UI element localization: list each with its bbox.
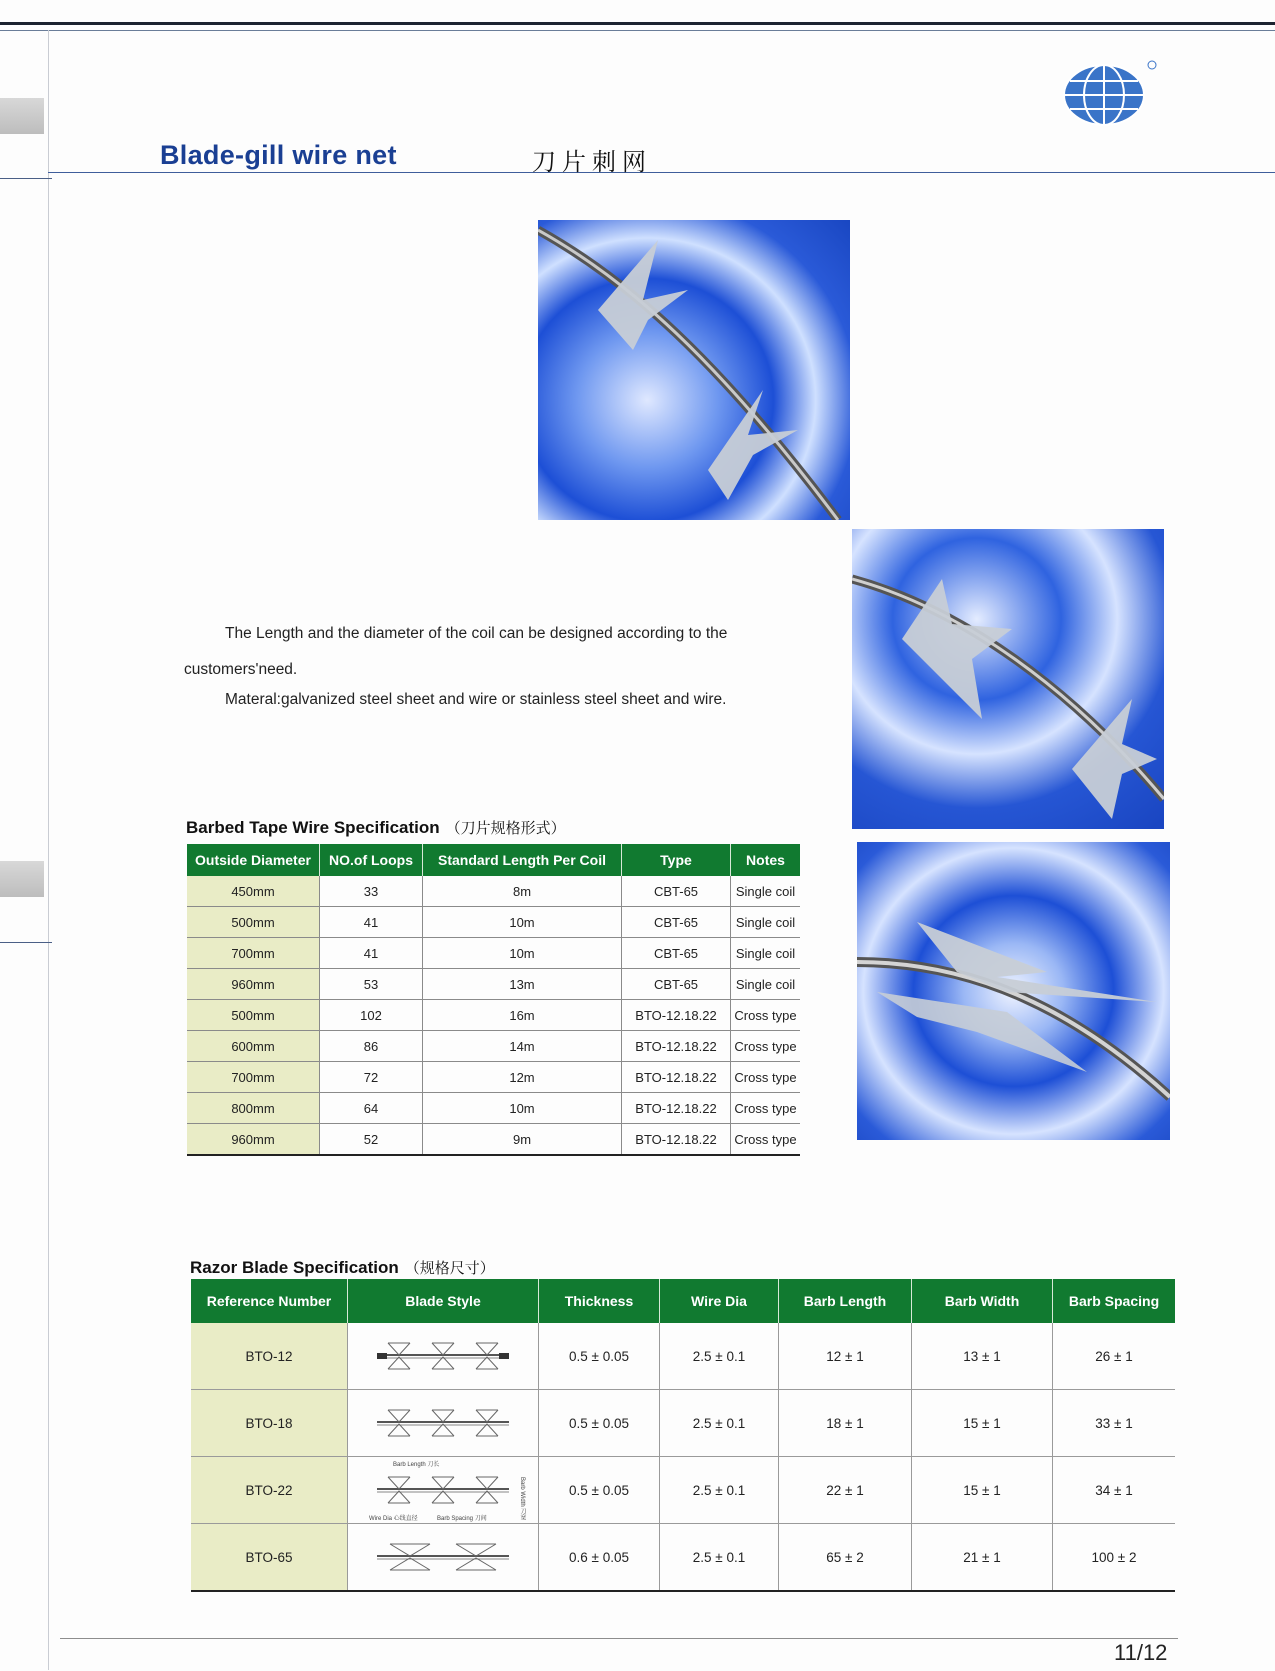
table-cell: BTO-18 bbox=[191, 1390, 348, 1457]
col-standard-length: Standard Length Per Coil bbox=[423, 844, 622, 876]
barbed-spec-table bbox=[187, 844, 800, 1156]
table-cell: 53 bbox=[320, 969, 423, 1000]
table-cell: 960mm bbox=[187, 969, 320, 1000]
globe-logo-icon bbox=[1058, 55, 1158, 135]
col-barb-spacing: Barb Spacing bbox=[1053, 1279, 1176, 1323]
page-tab-lower bbox=[0, 861, 44, 897]
barbed-wire-photo-1 bbox=[538, 220, 850, 520]
table-cell: 64 bbox=[320, 1093, 423, 1124]
table-cell: 800mm bbox=[187, 1093, 320, 1124]
wire-dia-label: Wire Dia 心线直径 bbox=[369, 1515, 418, 1522]
page-tab-upper bbox=[0, 98, 44, 134]
table-cell: 21 ± 1 bbox=[912, 1524, 1053, 1592]
left-margin-rule bbox=[48, 30, 49, 1670]
table-cell: 16m bbox=[423, 1000, 622, 1031]
table-cell: 41 bbox=[320, 907, 423, 938]
page-title: Blade-gill wire net bbox=[160, 140, 397, 170]
intro-line-2: customers'need. bbox=[184, 661, 298, 678]
intro-line-3: Materal:galvanized steel sheet and wire or stainless steel sheet and wire. bbox=[225, 691, 727, 708]
table-row bbox=[187, 938, 800, 969]
table-row bbox=[187, 876, 800, 907]
table-cell: Cross type bbox=[731, 1031, 801, 1062]
razor-spec-title bbox=[190, 1257, 495, 1278]
razor-spec-table bbox=[191, 1279, 1175, 1592]
barb-length-label: Barb Length 刀长 bbox=[393, 1461, 440, 1468]
barbed-wire-photo-3 bbox=[857, 842, 1170, 1140]
col-no-of-loops: NO.of Loops bbox=[320, 844, 423, 876]
barbed-spec-title bbox=[186, 817, 566, 838]
col-thickness: Thickness bbox=[539, 1279, 660, 1323]
barbed-spec-title-en: Barbed Tape Wire Specification bbox=[186, 818, 440, 837]
table-cell: 10m bbox=[423, 938, 622, 969]
table-cell: 0.5 ± 0.05 bbox=[539, 1457, 660, 1524]
table-cell: 72 bbox=[320, 1062, 423, 1093]
razor-spec-title-zh: （规格尺寸） bbox=[404, 1259, 495, 1277]
col-outside-diameter: Outside Diameter bbox=[187, 844, 320, 876]
table-cell: 13 ± 1 bbox=[912, 1323, 1053, 1390]
table-cell: CBT-65 bbox=[622, 938, 731, 969]
table-cell: 41 bbox=[320, 938, 423, 969]
table-cell: 86 bbox=[320, 1031, 423, 1062]
table-cell: 12 ± 1 bbox=[779, 1323, 912, 1390]
top-rule bbox=[0, 22, 1275, 25]
table-cell: 2.5 ± 0.1 bbox=[660, 1323, 779, 1390]
table-cell: 14m bbox=[423, 1031, 622, 1062]
table-cell: 0.5 ± 0.05 bbox=[539, 1323, 660, 1390]
blade-diagram-icon bbox=[373, 1400, 513, 1447]
barbed-spec-header-row bbox=[187, 844, 800, 876]
razor-spec-title-en: Razor Blade Specification bbox=[190, 1258, 399, 1277]
table-cell: BTO-12.18.22 bbox=[622, 1000, 731, 1031]
page-number: 11/12 bbox=[1114, 1640, 1168, 1665]
table-cell: 33 bbox=[320, 876, 423, 907]
barbed-wire-photo-2 bbox=[852, 529, 1164, 829]
table-cell: Cross type bbox=[731, 1093, 801, 1124]
table-cell: 18 ± 1 bbox=[779, 1390, 912, 1457]
top-rule-thin bbox=[0, 30, 1275, 31]
table-cell: BTO-22 bbox=[191, 1457, 348, 1524]
table-cell: 9m bbox=[423, 1124, 622, 1156]
blade-style-diagram bbox=[348, 1524, 539, 1592]
table-cell: CBT-65 bbox=[622, 876, 731, 907]
page-tab-line-lower bbox=[0, 942, 52, 943]
table-row bbox=[187, 1062, 800, 1093]
table-row bbox=[191, 1323, 1175, 1390]
table-row bbox=[191, 1457, 1175, 1524]
razor-spec-header-row bbox=[191, 1279, 1175, 1323]
table-cell: Cross type bbox=[731, 1124, 801, 1156]
blade-diagram-icon bbox=[373, 1333, 513, 1380]
intro-line-1: The Length and the diameter of the coil can be designed according to the bbox=[225, 625, 728, 642]
table-cell: 0.5 ± 0.05 bbox=[539, 1390, 660, 1457]
table-cell: BTO-12 bbox=[191, 1323, 348, 1390]
barbed-spec-title-zh: （刀片规格形式） bbox=[445, 819, 566, 837]
table-row bbox=[187, 1031, 800, 1062]
table-cell: BTO-12.18.22 bbox=[622, 1031, 731, 1062]
table-cell: BTO-65 bbox=[191, 1524, 348, 1592]
table-cell: 2.5 ± 0.1 bbox=[660, 1524, 779, 1592]
table-row bbox=[187, 1124, 800, 1156]
barb-spacing-label: Barb Spacing 刀间 bbox=[437, 1515, 487, 1522]
blade-style-diagram bbox=[348, 1390, 539, 1457]
col-type: Type bbox=[622, 844, 731, 876]
header-rule bbox=[48, 172, 1275, 173]
table-cell: Cross type bbox=[731, 1000, 801, 1031]
table-cell: 15 ± 1 bbox=[912, 1390, 1053, 1457]
table-cell: Single coil bbox=[731, 969, 801, 1000]
table-cell: 450mm bbox=[187, 876, 320, 907]
table-cell: 33 ± 1 bbox=[1053, 1390, 1176, 1457]
barb-width-label: Barb Width 刀宽 bbox=[519, 1476, 525, 1520]
col-barb-width: Barb Width bbox=[912, 1279, 1053, 1323]
table-cell: CBT-65 bbox=[622, 907, 731, 938]
table-cell: 500mm bbox=[187, 1000, 320, 1031]
table-cell: 10m bbox=[423, 907, 622, 938]
table-row bbox=[187, 1000, 800, 1031]
table-row bbox=[191, 1390, 1175, 1457]
blade-style-diagram bbox=[348, 1457, 539, 1524]
col-blade-style: Blade Style bbox=[348, 1279, 539, 1323]
table-row bbox=[191, 1524, 1175, 1592]
table-cell: 500mm bbox=[187, 907, 320, 938]
table-cell: CBT-65 bbox=[622, 969, 731, 1000]
blade-style-diagram bbox=[348, 1323, 539, 1390]
page-tab-line-upper bbox=[0, 178, 52, 179]
table-row bbox=[187, 969, 800, 1000]
table-cell: 2.5 ± 0.1 bbox=[660, 1390, 779, 1457]
table-cell: 15 ± 1 bbox=[912, 1457, 1053, 1524]
table-cell: 34 ± 1 bbox=[1053, 1457, 1176, 1524]
col-notes: Notes bbox=[731, 844, 801, 876]
table-cell: 102 bbox=[320, 1000, 423, 1031]
table-cell: 700mm bbox=[187, 1062, 320, 1093]
table-cell: BTO-12.18.22 bbox=[622, 1062, 731, 1093]
table-cell: Single coil bbox=[731, 907, 801, 938]
table-cell: 65 ± 2 bbox=[779, 1524, 912, 1592]
table-cell: Cross type bbox=[731, 1062, 801, 1093]
table-cell: 12m bbox=[423, 1062, 622, 1093]
table-row bbox=[187, 907, 800, 938]
table-cell: Single coil bbox=[731, 876, 801, 907]
col-barb-length: Barb Length bbox=[779, 1279, 912, 1323]
table-cell: 600mm bbox=[187, 1031, 320, 1062]
table-cell: 100 ± 2 bbox=[1053, 1524, 1176, 1592]
col-reference-number: Reference Number bbox=[191, 1279, 348, 1323]
table-cell: 960mm bbox=[187, 1124, 320, 1156]
table-cell: 8m bbox=[423, 876, 622, 907]
footer-rule bbox=[60, 1638, 1178, 1639]
table-cell: Single coil bbox=[731, 938, 801, 969]
table-cell: BTO-12.18.22 bbox=[622, 1093, 731, 1124]
page-title-chinese: 刀片刺网 bbox=[532, 148, 652, 176]
table-cell: 2.5 ± 0.1 bbox=[660, 1457, 779, 1524]
table-cell: 700mm bbox=[187, 938, 320, 969]
table-cell: 0.6 ± 0.05 bbox=[539, 1524, 660, 1592]
table-cell: 26 ± 1 bbox=[1053, 1323, 1176, 1390]
table-cell: 10m bbox=[423, 1093, 622, 1124]
table-cell: BTO-12.18.22 bbox=[622, 1124, 731, 1156]
table-cell: 22 ± 1 bbox=[779, 1457, 912, 1524]
col-wire-dia: Wire Dia bbox=[660, 1279, 779, 1323]
blade-diagram-icon bbox=[369, 1461, 525, 1522]
table-row bbox=[187, 1093, 800, 1124]
blade-diagram-icon bbox=[373, 1534, 513, 1581]
table-cell: 13m bbox=[423, 969, 622, 1000]
table-cell: 52 bbox=[320, 1124, 423, 1156]
